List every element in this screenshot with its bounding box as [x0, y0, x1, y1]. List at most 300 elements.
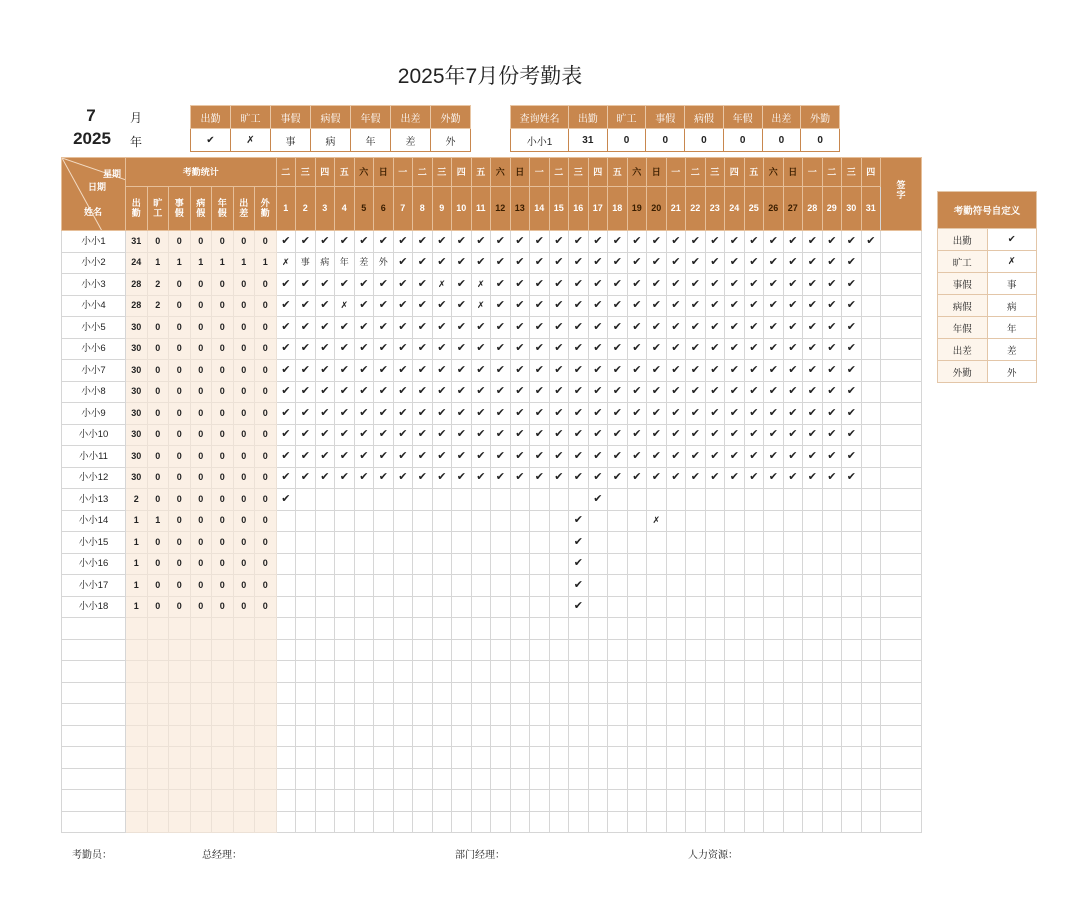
day-cell[interactable]: ✔: [510, 338, 530, 360]
day-cell[interactable]: ✔: [452, 403, 472, 425]
day-cell[interactable]: [725, 553, 745, 575]
day-cell[interactable]: ✔: [549, 338, 569, 360]
day-cell[interactable]: ✔: [647, 295, 667, 317]
day-cell[interactable]: [803, 768, 823, 790]
day-cell[interactable]: ✔: [822, 317, 842, 339]
day-cell[interactable]: ✔: [471, 446, 491, 468]
day-cell[interactable]: [744, 575, 764, 597]
day-cell[interactable]: [842, 661, 862, 683]
day-cell[interactable]: ✔: [764, 338, 784, 360]
day-cell[interactable]: ✔: [822, 424, 842, 446]
day-cell[interactable]: 差: [354, 252, 374, 274]
day-cell[interactable]: ✔: [764, 317, 784, 339]
day-cell[interactable]: [393, 532, 413, 554]
day-cell[interactable]: [413, 489, 433, 511]
day-cell[interactable]: [335, 725, 355, 747]
day-cell[interactable]: [822, 747, 842, 769]
day-cell[interactable]: [783, 704, 803, 726]
day-cell[interactable]: ✔: [783, 467, 803, 489]
day-cell[interactable]: ✔: [510, 381, 530, 403]
day-cell[interactable]: [549, 618, 569, 640]
day-cell[interactable]: [764, 661, 784, 683]
day-cell[interactable]: [725, 532, 745, 554]
day-cell[interactable]: ✔: [549, 295, 569, 317]
day-cell[interactable]: [686, 790, 706, 812]
day-cell[interactable]: [608, 553, 628, 575]
day-cell[interactable]: [393, 704, 413, 726]
day-cell[interactable]: ✔: [666, 467, 686, 489]
day-cell[interactable]: ✔: [569, 381, 589, 403]
day-cell[interactable]: [413, 618, 433, 640]
day-cell[interactable]: [413, 553, 433, 575]
day-cell[interactable]: ✔: [705, 360, 725, 382]
day-cell[interactable]: ✔: [803, 381, 823, 403]
day-cell[interactable]: [471, 811, 491, 833]
day-cell[interactable]: ✔: [432, 424, 452, 446]
day-cell[interactable]: [764, 811, 784, 833]
day-cell[interactable]: [452, 553, 472, 575]
day-cell[interactable]: ✔: [764, 360, 784, 382]
day-cell[interactable]: [705, 661, 725, 683]
day-cell[interactable]: ✔: [627, 231, 647, 253]
day-cell[interactable]: ✔: [822, 360, 842, 382]
day-cell[interactable]: ✔: [608, 467, 628, 489]
day-cell[interactable]: [861, 446, 881, 468]
day-cell[interactable]: [666, 682, 686, 704]
day-cell[interactable]: [471, 596, 491, 618]
employee-name[interactable]: [62, 790, 126, 812]
day-cell[interactable]: ✔: [393, 403, 413, 425]
day-cell[interactable]: ✔: [608, 424, 628, 446]
day-cell[interactable]: [549, 532, 569, 554]
day-cell[interactable]: ✔: [842, 467, 862, 489]
day-cell[interactable]: [842, 489, 862, 511]
day-cell[interactable]: [374, 618, 394, 640]
day-cell[interactable]: [335, 811, 355, 833]
day-cell[interactable]: ✔: [666, 231, 686, 253]
day-cell[interactable]: [335, 790, 355, 812]
day-cell[interactable]: [315, 596, 335, 618]
day-cell[interactable]: [452, 489, 472, 511]
day-cell[interactable]: [569, 811, 589, 833]
day-cell[interactable]: [491, 639, 511, 661]
day-cell[interactable]: ✔: [393, 381, 413, 403]
day-cell[interactable]: [393, 725, 413, 747]
day-cell[interactable]: [413, 790, 433, 812]
day-cell[interactable]: [822, 704, 842, 726]
day-cell[interactable]: ✔: [744, 274, 764, 296]
day-cell[interactable]: ✔: [666, 424, 686, 446]
day-cell[interactable]: ✔: [452, 381, 472, 403]
day-cell[interactable]: ✔: [725, 403, 745, 425]
day-cell[interactable]: [510, 725, 530, 747]
day-cell[interactable]: [803, 575, 823, 597]
day-cell[interactable]: [491, 682, 511, 704]
day-cell[interactable]: [842, 596, 862, 618]
day-cell[interactable]: [374, 768, 394, 790]
day-cell[interactable]: ✔: [354, 295, 374, 317]
day-cell[interactable]: ✗: [647, 510, 667, 532]
day-cell[interactable]: [374, 575, 394, 597]
day-cell[interactable]: ✔: [276, 231, 296, 253]
day-cell[interactable]: [588, 661, 608, 683]
day-cell[interactable]: [432, 575, 452, 597]
day-cell[interactable]: [413, 704, 433, 726]
day-cell[interactable]: [725, 790, 745, 812]
day-cell[interactable]: [822, 618, 842, 640]
day-cell[interactable]: [491, 532, 511, 554]
day-cell[interactable]: [276, 618, 296, 640]
day-cell[interactable]: ✔: [725, 231, 745, 253]
day-cell[interactable]: [471, 747, 491, 769]
day-cell[interactable]: [530, 639, 550, 661]
day-cell[interactable]: [842, 704, 862, 726]
signature-cell[interactable]: [881, 704, 922, 726]
day-cell[interactable]: ✔: [432, 338, 452, 360]
day-cell[interactable]: [296, 639, 316, 661]
day-cell[interactable]: [705, 596, 725, 618]
day-cell[interactable]: [744, 553, 764, 575]
day-cell[interactable]: ✔: [549, 467, 569, 489]
day-cell[interactable]: [627, 532, 647, 554]
day-cell[interactable]: ✔: [335, 317, 355, 339]
day-cell[interactable]: [686, 489, 706, 511]
day-cell[interactable]: ✔: [393, 360, 413, 382]
day-cell[interactable]: [666, 768, 686, 790]
day-cell[interactable]: [686, 618, 706, 640]
day-cell[interactable]: ✔: [315, 467, 335, 489]
day-cell[interactable]: [452, 725, 472, 747]
day-cell[interactable]: ✔: [647, 467, 667, 489]
day-cell[interactable]: ✔: [335, 424, 355, 446]
day-cell[interactable]: [803, 618, 823, 640]
day-cell[interactable]: [686, 532, 706, 554]
day-cell[interactable]: [705, 532, 725, 554]
day-cell[interactable]: ✔: [393, 274, 413, 296]
day-cell[interactable]: [354, 768, 374, 790]
day-cell[interactable]: ✔: [393, 252, 413, 274]
day-cell[interactable]: [686, 596, 706, 618]
day-cell[interactable]: ✔: [510, 403, 530, 425]
day-cell[interactable]: [452, 618, 472, 640]
employee-name[interactable]: [62, 618, 126, 640]
signature-cell[interactable]: [881, 661, 922, 683]
day-cell[interactable]: ✔: [530, 403, 550, 425]
day-cell[interactable]: [510, 704, 530, 726]
day-cell[interactable]: ✔: [549, 231, 569, 253]
day-cell[interactable]: ✔: [647, 381, 667, 403]
day-cell[interactable]: ✔: [686, 295, 706, 317]
employee-name[interactable]: [62, 704, 126, 726]
day-cell[interactable]: [296, 725, 316, 747]
day-cell[interactable]: [471, 510, 491, 532]
day-cell[interactable]: [374, 639, 394, 661]
day-cell[interactable]: [666, 553, 686, 575]
day-cell[interactable]: [764, 596, 784, 618]
day-cell[interactable]: ✔: [705, 295, 725, 317]
day-cell[interactable]: [510, 811, 530, 833]
day-cell[interactable]: ✔: [413, 467, 433, 489]
day-cell[interactable]: ✔: [315, 295, 335, 317]
day-cell[interactable]: ✔: [393, 338, 413, 360]
day-cell[interactable]: ✔: [432, 317, 452, 339]
day-cell[interactable]: [491, 811, 511, 833]
day-cell[interactable]: ✔: [842, 360, 862, 382]
day-cell[interactable]: [627, 553, 647, 575]
day-cell[interactable]: ✔: [276, 446, 296, 468]
day-cell[interactable]: [842, 532, 862, 554]
day-cell[interactable]: [842, 725, 862, 747]
day-cell[interactable]: [569, 489, 589, 511]
day-cell[interactable]: ✔: [666, 338, 686, 360]
day-cell[interactable]: [608, 747, 628, 769]
day-cell[interactable]: [315, 489, 335, 511]
day-cell[interactable]: [686, 704, 706, 726]
day-cell[interactable]: ✔: [744, 252, 764, 274]
day-cell[interactable]: [315, 575, 335, 597]
day-cell[interactable]: [374, 510, 394, 532]
day-cell[interactable]: [764, 704, 784, 726]
day-cell[interactable]: [549, 811, 569, 833]
day-cell[interactable]: [822, 790, 842, 812]
day-cell[interactable]: [627, 747, 647, 769]
day-cell[interactable]: [276, 790, 296, 812]
day-cell[interactable]: [452, 596, 472, 618]
day-cell[interactable]: ✔: [530, 231, 550, 253]
day-cell[interactable]: [296, 811, 316, 833]
day-cell[interactable]: [471, 532, 491, 554]
legend-symbol[interactable]: 外: [987, 361, 1037, 383]
day-cell[interactable]: ✔: [354, 424, 374, 446]
day-cell[interactable]: [744, 532, 764, 554]
day-cell[interactable]: [452, 510, 472, 532]
day-cell[interactable]: [803, 661, 823, 683]
day-cell[interactable]: ✔: [491, 467, 511, 489]
day-cell[interactable]: ✔: [491, 252, 511, 274]
day-cell[interactable]: [296, 747, 316, 769]
signature-cell[interactable]: [881, 295, 922, 317]
day-cell[interactable]: ✔: [666, 446, 686, 468]
day-cell[interactable]: [374, 790, 394, 812]
day-cell[interactable]: ✔: [744, 338, 764, 360]
day-cell[interactable]: [452, 811, 472, 833]
day-cell[interactable]: ✔: [822, 467, 842, 489]
day-cell[interactable]: [413, 596, 433, 618]
day-cell[interactable]: [432, 553, 452, 575]
employee-name[interactable]: [62, 682, 126, 704]
day-cell[interactable]: ✔: [803, 295, 823, 317]
day-cell[interactable]: [803, 811, 823, 833]
day-cell[interactable]: [452, 532, 472, 554]
day-cell[interactable]: [666, 661, 686, 683]
day-cell[interactable]: ✔: [803, 338, 823, 360]
day-cell[interactable]: ✔: [354, 274, 374, 296]
day-cell[interactable]: [842, 618, 862, 640]
day-cell[interactable]: ✔: [608, 252, 628, 274]
day-cell[interactable]: ✔: [374, 231, 394, 253]
day-cell[interactable]: ✔: [822, 231, 842, 253]
day-cell[interactable]: ✔: [530, 360, 550, 382]
day-cell[interactable]: [608, 790, 628, 812]
day-cell[interactable]: [491, 575, 511, 597]
day-cell[interactable]: [647, 682, 667, 704]
day-cell[interactable]: [627, 811, 647, 833]
day-cell[interactable]: [354, 489, 374, 511]
day-cell[interactable]: [861, 532, 881, 554]
signature-cell[interactable]: [881, 618, 922, 640]
day-cell[interactable]: ✔: [588, 274, 608, 296]
day-cell[interactable]: [861, 768, 881, 790]
day-cell[interactable]: [471, 639, 491, 661]
day-cell[interactable]: ✔: [432, 295, 452, 317]
day-cell[interactable]: ✔: [393, 446, 413, 468]
day-cell[interactable]: ✔: [725, 338, 745, 360]
day-cell[interactable]: [276, 725, 296, 747]
day-cell[interactable]: [569, 682, 589, 704]
day-cell[interactable]: [530, 596, 550, 618]
day-cell[interactable]: [510, 489, 530, 511]
day-cell[interactable]: [354, 618, 374, 640]
day-cell[interactable]: [588, 596, 608, 618]
day-cell[interactable]: [705, 811, 725, 833]
day-cell[interactable]: [705, 747, 725, 769]
day-cell[interactable]: [842, 553, 862, 575]
day-cell[interactable]: [822, 768, 842, 790]
day-cell[interactable]: [666, 725, 686, 747]
day-cell[interactable]: [686, 768, 706, 790]
day-cell[interactable]: ✔: [725, 360, 745, 382]
day-cell[interactable]: [276, 596, 296, 618]
day-cell[interactable]: [588, 618, 608, 640]
day-cell[interactable]: ✔: [315, 424, 335, 446]
day-cell[interactable]: [608, 618, 628, 640]
month-value[interactable]: 7: [86, 106, 96, 125]
day-cell[interactable]: ✔: [705, 231, 725, 253]
day-cell[interactable]: [491, 768, 511, 790]
day-cell[interactable]: [335, 575, 355, 597]
day-cell[interactable]: ✔: [393, 231, 413, 253]
day-cell[interactable]: [549, 704, 569, 726]
day-cell[interactable]: ✔: [627, 403, 647, 425]
day-cell[interactable]: [432, 682, 452, 704]
day-cell[interactable]: [393, 510, 413, 532]
day-cell[interactable]: ✔: [803, 467, 823, 489]
day-cell[interactable]: ✔: [452, 274, 472, 296]
day-cell[interactable]: ✔: [783, 274, 803, 296]
day-cell[interactable]: ✔: [510, 424, 530, 446]
day-cell[interactable]: [413, 661, 433, 683]
day-cell[interactable]: [744, 661, 764, 683]
day-cell[interactable]: ✔: [608, 360, 628, 382]
day-cell[interactable]: ✔: [569, 532, 589, 554]
day-cell[interactable]: ✔: [588, 424, 608, 446]
day-cell[interactable]: [510, 553, 530, 575]
day-cell[interactable]: [374, 725, 394, 747]
signature-cell[interactable]: [881, 639, 922, 661]
day-cell[interactable]: ✔: [569, 252, 589, 274]
day-cell[interactable]: [783, 532, 803, 554]
day-cell[interactable]: ✔: [549, 360, 569, 382]
day-cell[interactable]: [705, 682, 725, 704]
day-cell[interactable]: [471, 661, 491, 683]
day-cell[interactable]: [861, 467, 881, 489]
day-cell[interactable]: ✔: [393, 424, 413, 446]
day-cell[interactable]: ✔: [374, 424, 394, 446]
day-cell[interactable]: ✔: [705, 274, 725, 296]
day-cell[interactable]: [491, 747, 511, 769]
day-cell[interactable]: [296, 532, 316, 554]
day-cell[interactable]: ✔: [822, 381, 842, 403]
day-cell[interactable]: [627, 768, 647, 790]
day-cell[interactable]: ✔: [705, 424, 725, 446]
day-cell[interactable]: [686, 725, 706, 747]
day-cell[interactable]: ✔: [413, 274, 433, 296]
day-cell[interactable]: [764, 725, 784, 747]
day-cell[interactable]: [452, 747, 472, 769]
day-cell[interactable]: [627, 575, 647, 597]
day-cell[interactable]: [588, 704, 608, 726]
day-cell[interactable]: ✔: [783, 381, 803, 403]
day-cell[interactable]: [549, 790, 569, 812]
day-cell[interactable]: ✔: [354, 467, 374, 489]
day-cell[interactable]: ✔: [413, 360, 433, 382]
day-cell[interactable]: ✔: [335, 274, 355, 296]
day-cell[interactable]: ✔: [861, 231, 881, 253]
day-cell[interactable]: [549, 768, 569, 790]
day-cell[interactable]: [276, 768, 296, 790]
day-cell[interactable]: [822, 489, 842, 511]
day-cell[interactable]: ✔: [491, 274, 511, 296]
day-cell[interactable]: ✔: [647, 317, 667, 339]
day-cell[interactable]: [530, 510, 550, 532]
day-cell[interactable]: [705, 704, 725, 726]
day-cell[interactable]: [764, 553, 784, 575]
day-cell[interactable]: ✔: [296, 295, 316, 317]
day-cell[interactable]: [510, 661, 530, 683]
day-cell[interactable]: [783, 725, 803, 747]
signature-cell[interactable]: [881, 575, 922, 597]
day-cell[interactable]: [549, 661, 569, 683]
day-cell[interactable]: [725, 768, 745, 790]
day-cell[interactable]: [588, 532, 608, 554]
day-cell[interactable]: [471, 768, 491, 790]
day-cell[interactable]: [491, 725, 511, 747]
day-cell[interactable]: [666, 704, 686, 726]
signature-cell[interactable]: [881, 768, 922, 790]
day-cell[interactable]: [354, 725, 374, 747]
day-cell[interactable]: ✔: [842, 274, 862, 296]
day-cell[interactable]: [725, 725, 745, 747]
day-cell[interactable]: [647, 811, 667, 833]
day-cell[interactable]: ✔: [432, 252, 452, 274]
day-cell[interactable]: ✔: [705, 381, 725, 403]
day-cell[interactable]: ✔: [588, 360, 608, 382]
day-cell[interactable]: [354, 747, 374, 769]
day-cell[interactable]: ✔: [452, 317, 472, 339]
day-cell[interactable]: ✔: [627, 338, 647, 360]
day-cell[interactable]: [276, 553, 296, 575]
legend-symbol[interactable]: ✗: [987, 251, 1037, 273]
day-cell[interactable]: [530, 661, 550, 683]
day-cell[interactable]: ✔: [686, 360, 706, 382]
day-cell[interactable]: [861, 639, 881, 661]
day-cell[interactable]: [413, 532, 433, 554]
day-cell[interactable]: ✔: [354, 317, 374, 339]
day-cell[interactable]: [764, 575, 784, 597]
day-cell[interactable]: ✔: [374, 274, 394, 296]
day-cell[interactable]: ✔: [530, 446, 550, 468]
day-cell[interactable]: ✔: [764, 381, 784, 403]
